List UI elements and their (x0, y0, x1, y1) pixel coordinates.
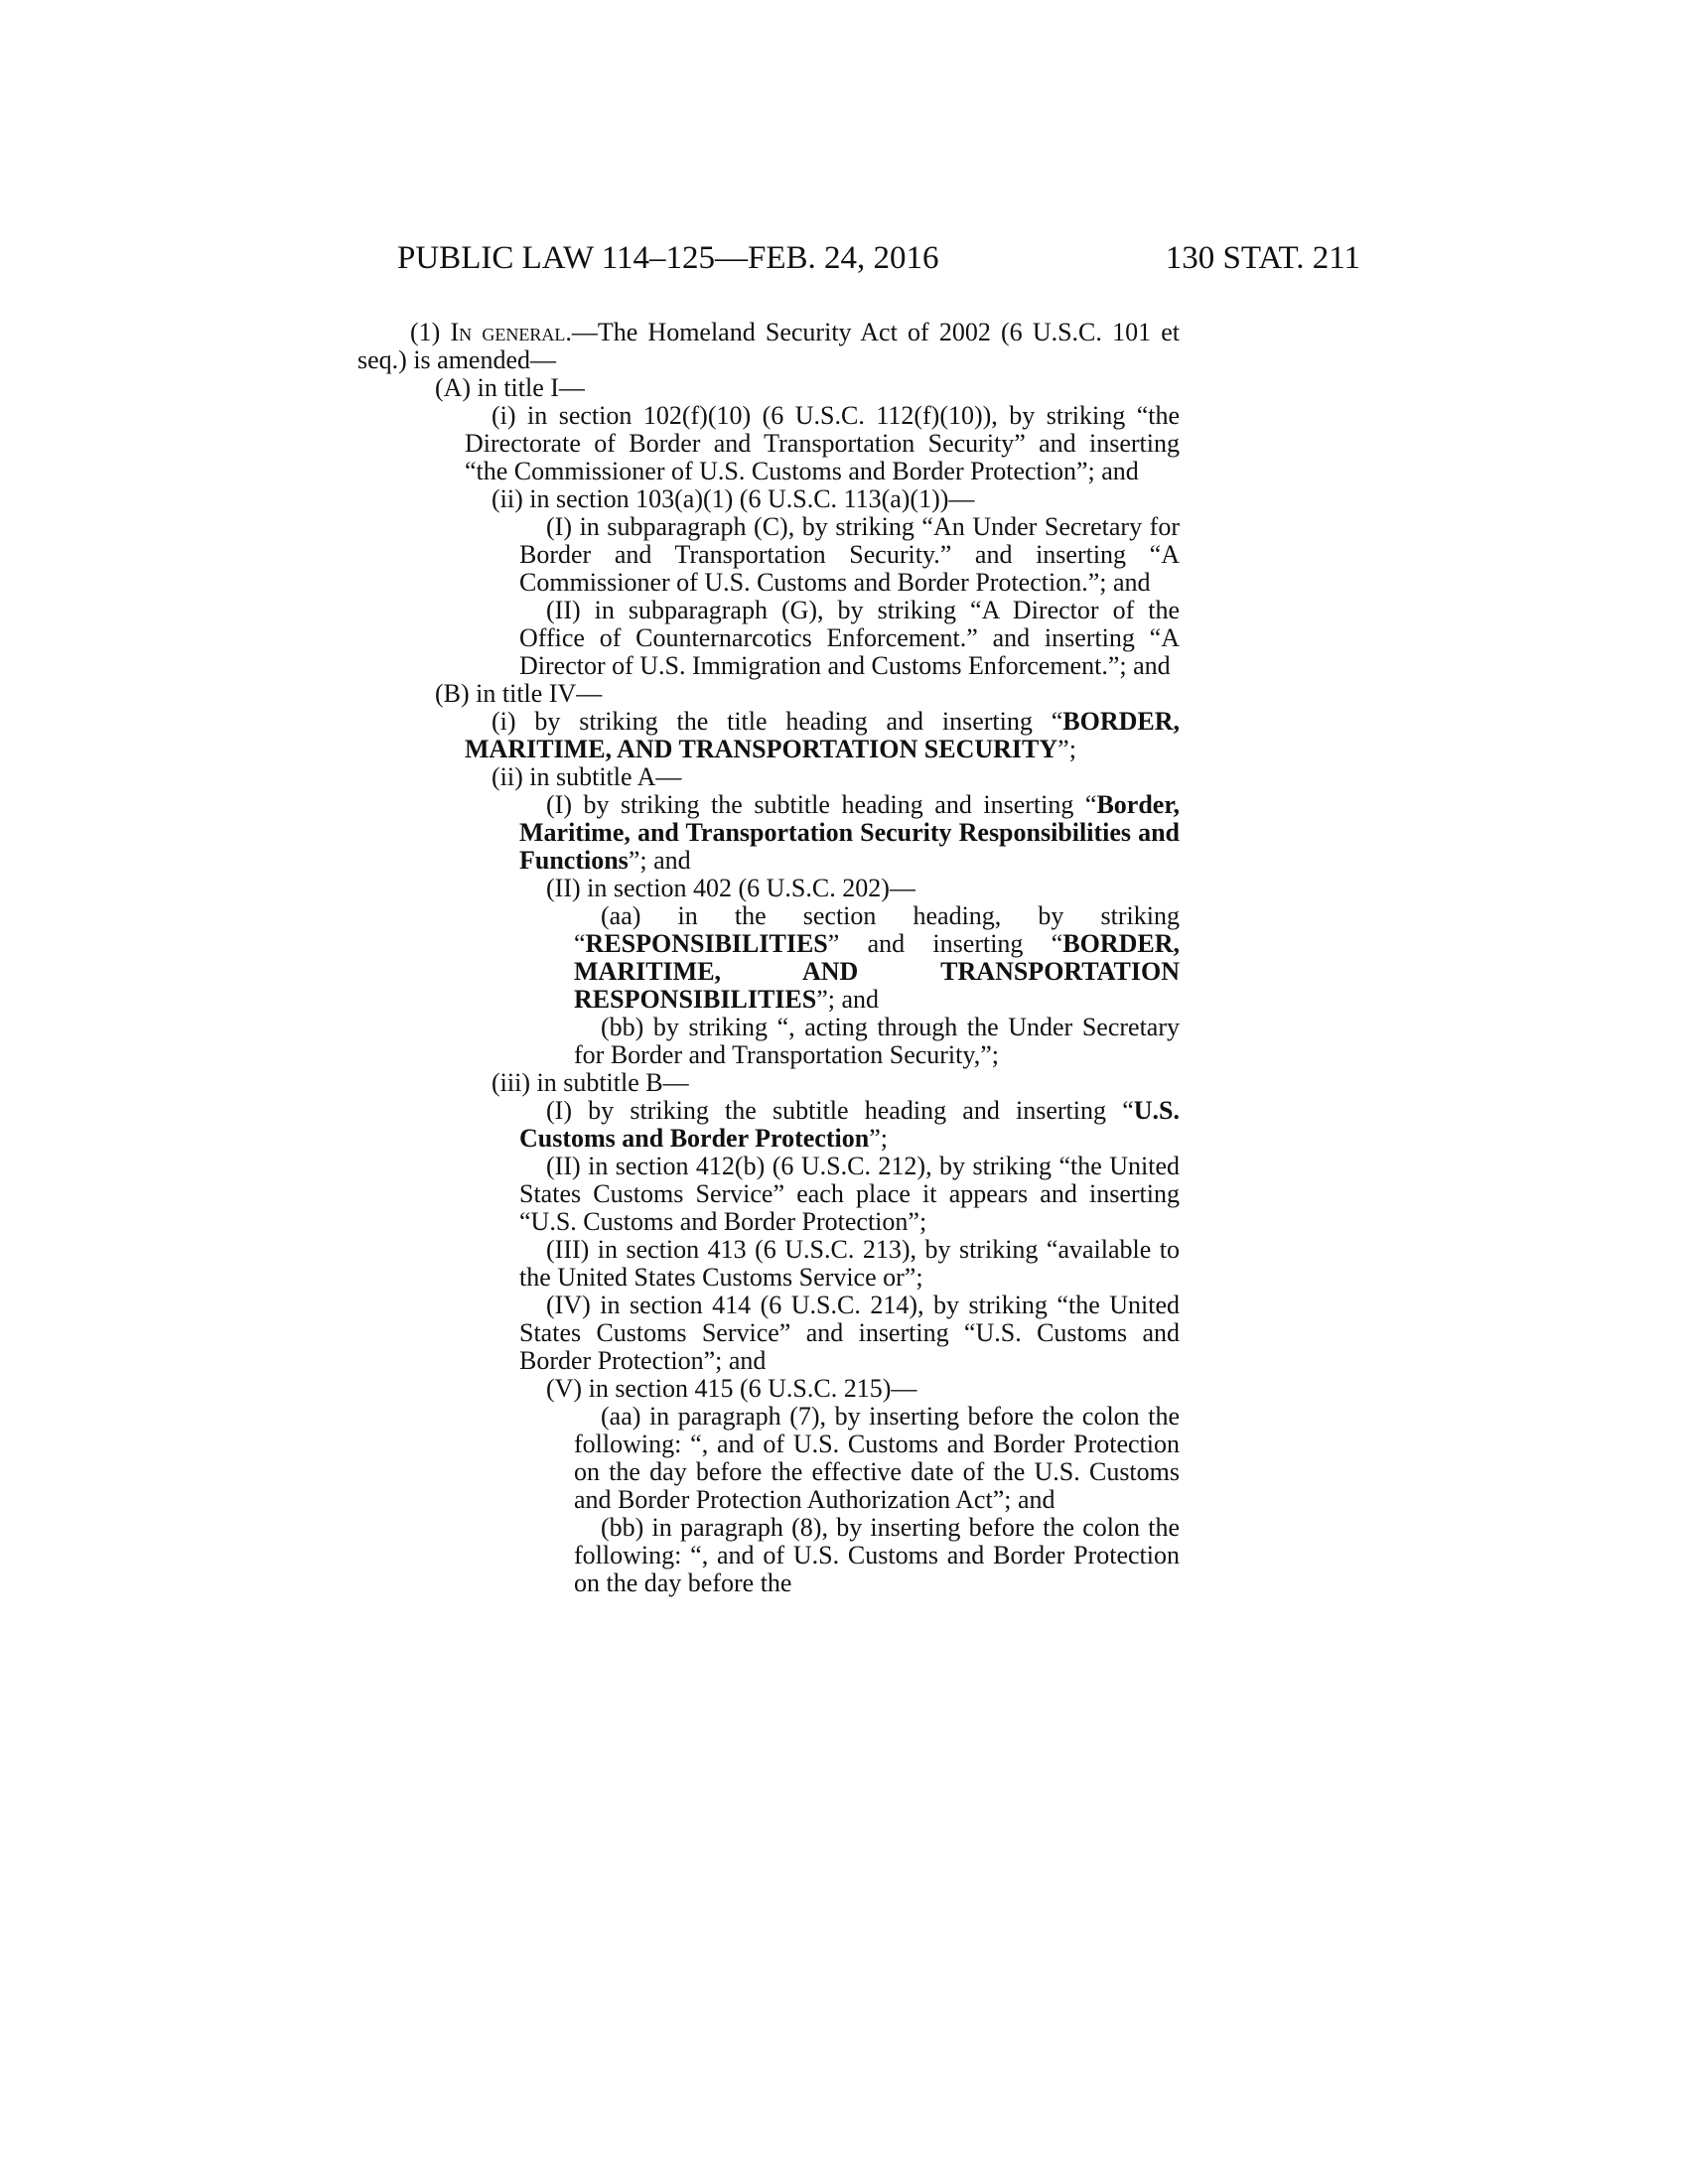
subclause-B-ii-II: (II) in section 402 (6 U.S.C. 202)— (546, 874, 915, 902)
subclause-B-iii-I (357, 1097, 1180, 1153)
section-heading-old: RESPONSIBILITIES (585, 929, 828, 958)
clause-text: (i) by striking the title heading and inserting “ (492, 707, 1063, 736)
statute-page-number: 130 STAT. 211 (1165, 240, 1360, 276)
subparagraph-A: (A) in title I— (435, 373, 585, 402)
item-B-ii-II-aa (357, 902, 1180, 1014)
running-header (397, 238, 1360, 278)
paragraph-text: .—The Homeland Security Act of 2002 (6 U.S.C. 101 et seq.) is amended— (357, 318, 1180, 374)
clause-B-i (357, 708, 1180, 763)
subtitle-heading: U.S. Customs and Border Protection (519, 1096, 1180, 1153)
item-text-mid: ” and inserting “ (827, 929, 1063, 958)
paragraph-heading: In general (450, 318, 566, 346)
subclause-B-iii-IV: (IV) in section 414 (6 U.S.C. 214), by striking “the United States Customs Service” and inserting “U.S. Customs and Border Protection”; and (519, 1291, 1180, 1375)
subclause-text-end: ”; and (628, 846, 691, 875)
subclause-B-iii-II: (II) in section 412(b) (6 U.S.C. 212), by striking “the United States Customs Service” each place it appears and inserting “U.S. Customs and Border Protection”; (519, 1152, 1180, 1236)
paragraph-1-in-general (357, 319, 1180, 374)
running-head-title: PUBLIC LAW 114–125—FEB. 24, 2016 (397, 240, 939, 276)
subclause-text: (I) by striking the subtitle heading and inserting “ (546, 1096, 1134, 1125)
item-B-iii-V-aa: (aa) in paragraph (7), by inserting before the colon the following: “, and of U.S. Customs and Border Protection on the day before the effective date of the U.S. Customs and Border Protection Authorization Act”; and (574, 1402, 1180, 1514)
subclause-A-ii-II: (II) in subparagraph (G), by striking “A Director of the Office of Counternarcotics Enforcement.” and inserting “A Director of U.S. Immigration and Customs Enforcement.”; and (519, 596, 1180, 680)
clause-B-ii: (ii) in subtitle A— (492, 762, 682, 791)
section-heading-new: BORDER, MARITIME, AND TRANSPORTATION RESPONSIBILITIES (574, 929, 1180, 1014)
clause-B-iii: (iii) in subtitle B— (492, 1068, 689, 1097)
subparagraph-B: (B) in title IV— (435, 679, 603, 708)
item-text-end: ”; and (816, 985, 880, 1014)
statute-body (357, 319, 1180, 1597)
clause-A-i: (i) in section 102(f)(10) (6 U.S.C. 112(f)(10)), by striking “the Directorate of Border and Transportation Security” and inserting “the Commissioner of U.S. Customs and Border Protection”; and (465, 401, 1180, 485)
title-heading: BORDER, MARITIME, AND TRANSPORTATION SECURITY (465, 707, 1180, 763)
subclause-A-ii-I: (I) in subparagraph (C), by striking “An Under Secretary for Border and Transportation Security.” and inserting “A Commissioner of U.S. Customs and Border Protection.”; and (519, 512, 1180, 597)
item-text: (aa) in the section heading, by striking “ (574, 901, 1180, 958)
subclause-text-end: ”; (869, 1124, 888, 1153)
item-B-ii-II-bb: (bb) by striking “, acting through the Under Secretary for Border and Transportation Security,”; (574, 1013, 1180, 1069)
item-B-iii-V-bb: (bb) in paragraph (8), by inserting before the colon the following: “, and of U.S. Customs and Border Protection on the day before the (574, 1513, 1180, 1597)
subclause-B-iii-V: (V) in section 415 (6 U.S.C. 215)— (546, 1374, 917, 1403)
paragraph-number: (1) (410, 318, 451, 346)
subclause-text: (I) by striking the subtitle heading and inserting “ (546, 790, 1097, 819)
subclause-B-ii-I (357, 791, 1180, 875)
subtitle-heading: Border, Maritime, and Transportation Security Responsibilities and Functions (519, 790, 1180, 875)
subclause-B-iii-III: (III) in section 413 (6 U.S.C. 213), by striking “available to the United States Customs Service or”; (519, 1235, 1180, 1292)
clause-A-ii: (ii) in section 103(a)(1) (6 U.S.C. 113(a)(1))— (492, 484, 975, 513)
clause-text-end: ”; (1057, 735, 1076, 763)
